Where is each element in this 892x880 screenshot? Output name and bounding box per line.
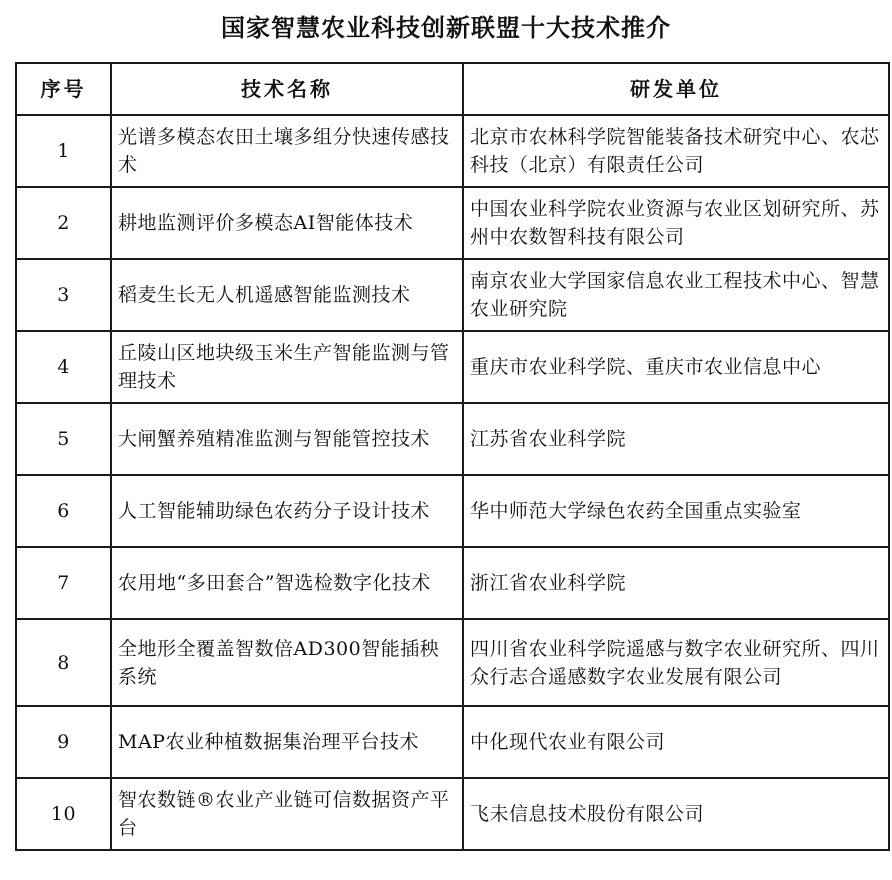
header-developer: 研发单位: [463, 63, 889, 115]
row-number: 3: [16, 259, 111, 331]
row-number: 1: [16, 115, 111, 187]
developer-cell: 中国农业科学院农业资源与农业区划研究所、苏州中农数智科技有限公司: [463, 187, 889, 259]
developer-cell: 南京农业大学国家信息农业工程技术中心、智慧农业研究院: [463, 259, 889, 331]
developer-cell: 中化现代农业有限公司: [463, 706, 889, 778]
table-row: [16, 331, 889, 403]
table-row: [16, 778, 889, 850]
table-row: [16, 547, 889, 619]
tech-name-cell: MAP农业种植数据集治理平台技术: [111, 706, 463, 778]
row-number: 7: [16, 547, 111, 619]
table-row: [16, 259, 889, 331]
row-number: 10: [16, 778, 111, 850]
tech-name-cell: 稻麦生长无人机遥感智能监测技术: [111, 259, 463, 331]
table-row: [16, 115, 889, 187]
header-number: 序号: [16, 63, 111, 115]
tech-name-cell: 智农数链®农业产业链可信数据资产平台: [111, 778, 463, 850]
tech-name-cell: 大闸蟹养殖精准监测与智能管控技术: [111, 403, 463, 475]
header-tech-name: 技术名称: [111, 63, 463, 115]
table-row: [16, 187, 889, 259]
tech-name-cell: 丘陵山区地块级玉米生产智能监测与管理技术: [111, 331, 463, 403]
developer-cell: 北京市农林科学院智能装备技术研究中心、农芯科技（北京）有限责任公司: [463, 115, 889, 187]
developer-cell: 华中师范大学绿色农药全国重点实验室: [463, 475, 889, 547]
developer-cell: 重庆市农业科学院、重庆市农业信息中心: [463, 331, 889, 403]
developer-cell: 飞未信息技术股份有限公司: [463, 778, 889, 850]
table-row: [16, 619, 889, 706]
tech-name-cell: 全地形全覆盖智数倍AD300智能插秧系统: [111, 619, 463, 706]
developer-cell: 四川省农业科学院遥感与数字农业研究所、四川众行志合遥感数字农业发展有限公司: [463, 619, 889, 706]
row-number: 2: [16, 187, 111, 259]
row-number: 5: [16, 403, 111, 475]
table-row: [16, 706, 889, 778]
table-header-row: [16, 63, 889, 115]
tech-name-cell: 耕地监测评价多模态AI智能体技术: [111, 187, 463, 259]
developer-cell: 江苏省农业科学院: [463, 403, 889, 475]
tech-name-cell: 光谱多模态农田土壤多组分快速传感技术: [111, 115, 463, 187]
row-number: 6: [16, 475, 111, 547]
row-number: 8: [16, 619, 111, 706]
table-row: [16, 403, 889, 475]
row-number: 4: [16, 331, 111, 403]
developer-cell: 浙江省农业科学院: [463, 547, 889, 619]
tech-name-cell: 农用地“多田套合”智选检数字化技术: [111, 547, 463, 619]
tech-table: [15, 62, 890, 851]
row-number: 9: [16, 706, 111, 778]
table-row: [16, 475, 889, 547]
page-title: 国家智慧农业科技创新联盟十大技术推介: [221, 14, 671, 42]
tech-name-cell: 人工智能辅助绿色农药分子设计技术: [111, 475, 463, 547]
